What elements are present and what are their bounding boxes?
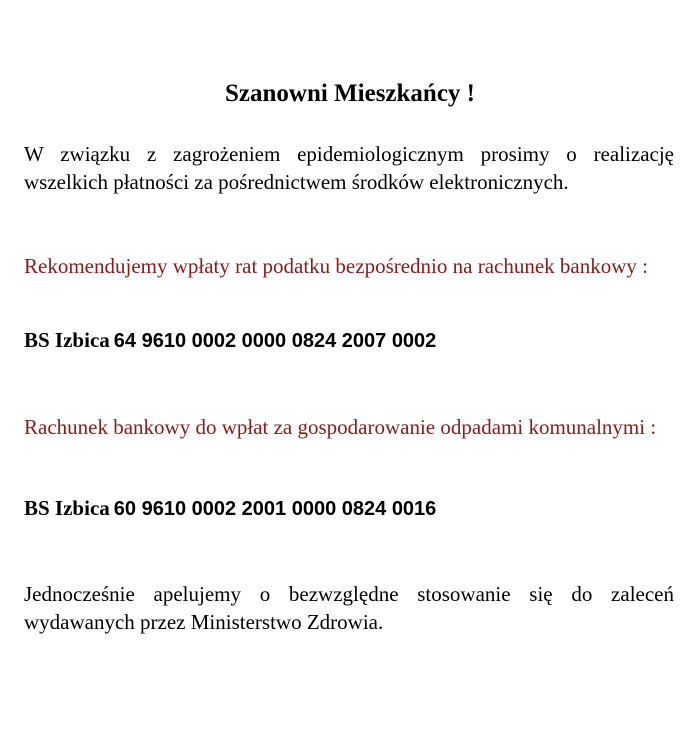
waste-bank-account	[24, 496, 674, 521]
closing-paragraph: Jednocześnie apelujemy o bezwzględne stosowanie się do zaleceń wydawanych przez Ministerstwo Zdrowia.	[24, 582, 674, 634]
tax-bank-account	[24, 328, 674, 353]
page-title: Szanowni Mieszkańcy !	[225, 80, 475, 107]
tax-recommendation-paragraph: Rekomendujemy wpłaty rat podatku bezpośrednio na rachunek bankowy :	[24, 254, 648, 278]
waste-info-paragraph: Rachunek bankowy do wpłat za gospodarowanie odpadami komunalnymi :	[24, 415, 657, 439]
tax-bank-name: BS Izbica	[24, 328, 110, 352]
tax-account-number: 64 9610 0002 0000 0824 2007 0002	[113, 330, 437, 352]
intro-paragraph: W związku z zagrożeniem epidemiologicznym prosimy o realizację wszelkich płatności za pośrednictwem środków elektronicznych.	[24, 142, 674, 194]
waste-account-number: 60 9610 0002 2001 0000 0824 0016	[113, 498, 437, 520]
waste-bank-name: BS Izbica	[24, 496, 110, 520]
